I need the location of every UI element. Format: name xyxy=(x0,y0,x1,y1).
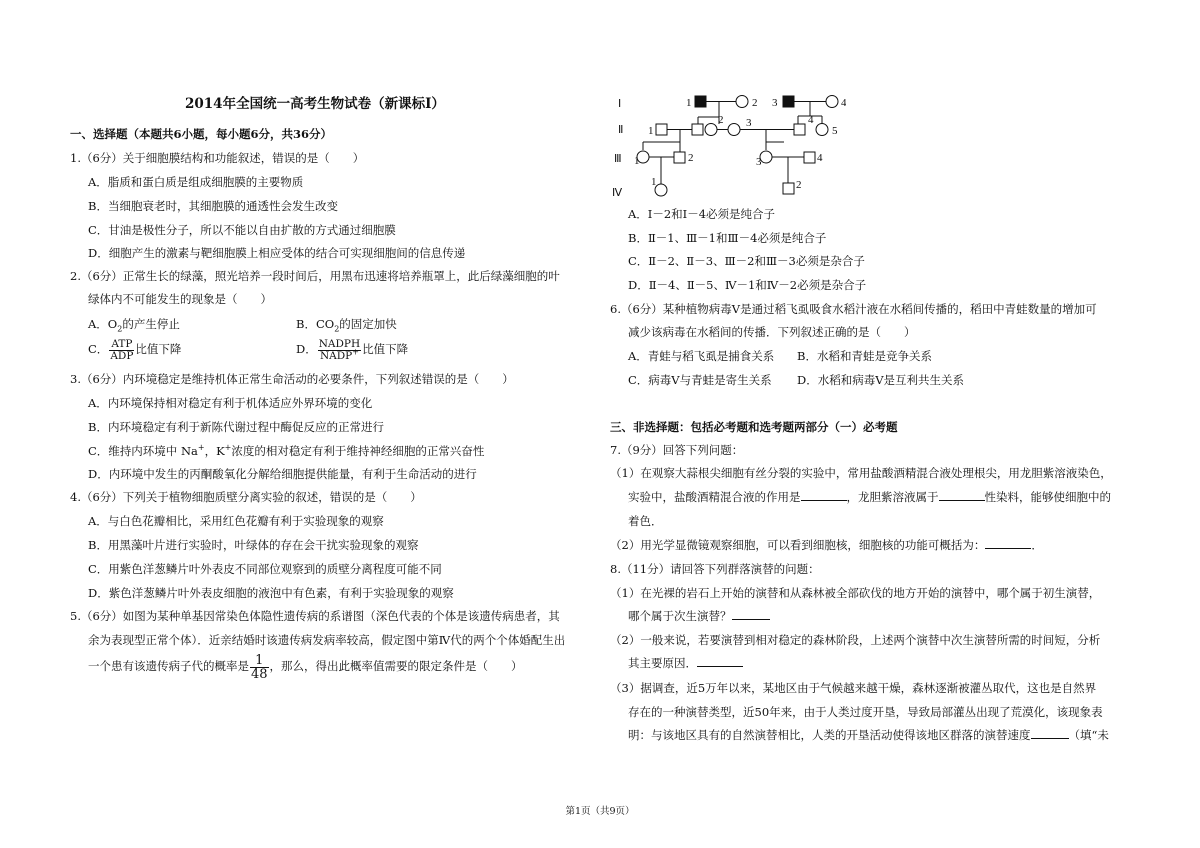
question-4-option-b: B．用黑藻叶片进行实验时，叶绿体的存在会干扰实验现象的观察 xyxy=(88,538,419,552)
question-7-part2: （2）用光学显微镜观察细胞，可以看到细胞核，细胞核的功能可概括为： ． xyxy=(610,538,1043,552)
question-8-part3-line1: （3）据调查，近5万年以来，某地区由于气候越来越干燥，森林逐渐被灌丛取代，这也是自然界 xyxy=(610,681,1097,695)
pedigree-female-I4 xyxy=(826,96,838,108)
section-heading-choice: 一、选择题（本题共6小题，每小题6分，共36分） xyxy=(70,127,333,141)
question-3-stem: 3.（6分）内环境稳定是维持机体正常生命活动的必要条件，下列叙述错误的是（ ） xyxy=(70,372,514,386)
answer-blank[interactable] xyxy=(1031,728,1069,739)
question-4-option-a: A．与白色花瓣相比，采用红色花瓣有利于实验现象的观察 xyxy=(88,514,384,528)
question-1-stem: 1.（6分）关于细胞膜结构和功能叙述，错误的是（ ） xyxy=(70,151,365,165)
question-1-option-a: A．脂质和蛋白质是组成细胞膜的主要物质 xyxy=(88,175,304,189)
pedigree-male-II1 xyxy=(656,124,667,135)
answer-blank[interactable] xyxy=(801,490,847,501)
question-5-option-c: C．Ⅱ－2、Ⅱ－3、Ⅲ－2和Ⅲ－3必须是杂合子 xyxy=(628,254,865,268)
pedigree-female-II2 xyxy=(705,124,717,136)
question-8-part3-line3: 明：与该地区具有的自然演替相比，人类的开垦活动使得该地区群落的演替速度 （填“未 xyxy=(628,728,1109,742)
question-8-part1-line2: 哪个属于次生演替？ xyxy=(628,608,770,624)
probability-fraction: $\frac{1}{48}$ xyxy=(251,652,268,682)
question-5-option-d: D．Ⅱ－4、Ⅱ－5、Ⅳ－1和Ⅳ－2必须是杂合子 xyxy=(628,278,867,292)
question-5-stem-line1: 5.（6分）如图为某种单基因常染色体隐性遗传病的系谱图（深色代表的个体是该遗传病患者，其 xyxy=(70,609,560,623)
pedigree-male-II4 xyxy=(794,124,805,135)
question-6-stem-line2: 减少该病毒在水稻间的传播．下列叙述正确的是（ ） xyxy=(628,325,916,339)
question-7-part1-line3: 着色． xyxy=(628,514,663,528)
pedigree-id-II3: 3 xyxy=(746,117,752,129)
question-8-stem: 8.（11分）请回答下列群落演替的问题： xyxy=(610,562,820,576)
pedigree-female-IV1 xyxy=(655,184,667,196)
gen-label-2: Ⅱ xyxy=(618,124,624,136)
pedigree-id-III2: 2 xyxy=(688,152,694,164)
question-1-option-d: D．细胞产生的激素与靶细胞膜上相应受体的结合可实现细胞间的信息传递 xyxy=(88,246,466,260)
question-1-option-c: C．甘油是极性分子，所以不能以自由扩散的方式通过细胞膜 xyxy=(88,223,396,237)
question-7-part1-line1: （1）在观察大蒜根尖细胞有丝分裂的实验中，常用盐酸酒精混合液处理根尖，用龙胆紫溶液染色， xyxy=(610,466,1112,480)
pedigree-id-II4: 4 xyxy=(808,114,814,126)
page-footer: 第1页（共9页） xyxy=(565,806,635,817)
question-2-stem-line1: 2.（6分）正常生长的绿藻，照光培养一段时间后，用黑布迅速将培养瓶罩上，此后绿藻细胞的叶 xyxy=(70,269,560,283)
nadph-nadp-fraction: $\frac{\text{NADPH}}{NADP^+}$ xyxy=(318,337,361,362)
question-2-option-c: C． $\frac{\text{ATP}}{\text{ADP}}$ 比值下降 xyxy=(88,337,182,362)
pedigree-affected-male-I1 xyxy=(695,96,706,107)
answer-blank[interactable] xyxy=(732,609,770,620)
atp-adp-fraction: $\frac{\text{ATP}}{\text{ADP}}$ xyxy=(110,337,134,362)
question-4-stem: 4.（6分）下列关于植物细胞质壁分离实验的叙述，错误的是（ ） xyxy=(70,490,422,504)
pedigree-diagram xyxy=(606,86,846,200)
pedigree-id-I4: 4 xyxy=(841,97,846,109)
question-1-option-b: B．当细胞衰老时，其细胞膜的通透性会发生改变 xyxy=(88,199,338,213)
pedigree-male-III4 xyxy=(804,152,815,163)
question-8-part2-line1: （2）一般来说，若要演替到相对稳定的森林阶段，上述两个演替中次生演替所需的时间短，分析 xyxy=(610,633,1101,647)
gen-label-3: Ⅲ xyxy=(614,153,622,165)
answer-blank[interactable] xyxy=(939,490,985,501)
gen-label-1: Ⅰ xyxy=(618,98,622,110)
pedigree-affected-male-I3 xyxy=(783,96,794,107)
pedigree-id-III3: 3 xyxy=(756,156,762,168)
pedigree-female-III3 xyxy=(760,151,772,163)
pedigree-id-IV2: 2 xyxy=(796,179,802,191)
pedigree-female-II5 xyxy=(816,124,828,136)
answer-blank[interactable] xyxy=(985,538,1031,549)
section-heading-nonchoice: 三、非选择题：包括必考题和选考题两部分（一）必考题 xyxy=(610,420,898,434)
question-6-option-c: C．病毒V与青蛙是寄生关系 xyxy=(628,373,772,387)
question-6-stem-line1: 6.（6分）某种植物病毒V是通过稻飞虱吸食水稻汁液在水稻间传播的，稻田中青蛙数量的增加可 xyxy=(610,302,1097,316)
gen-label-4: Ⅳ xyxy=(612,187,623,199)
question-3-option-c: C．维持内环境中 Na+，K+浓度的相对稳定有利于维持神经细胞的正常兴奋性 xyxy=(88,443,485,458)
question-3-option-a: A．内环境保持相对稳定有利于机体适应外界环境的变化 xyxy=(88,396,373,410)
pedigree-id-II1: 1 xyxy=(648,125,654,137)
question-2-option-a: A．$O_2$的产生停止 xyxy=(88,317,180,334)
pedigree-female-II3 xyxy=(728,124,740,136)
question-5-stem-line2: 余为表现型正常个体）．近亲结婚时该遗传病发病率较高，假定图中第Ⅳ代的两个个体婚配生出 xyxy=(88,633,566,647)
question-5-option-a: A．Ⅰ－2和Ⅰ－4必须是纯合子 xyxy=(628,207,776,221)
question-5-stem-line3: 一个患有该遗传病子代的概率是 $\frac{1}{48}$ ，那么，得出此概率值需要的限定条件是（ ） xyxy=(88,652,523,682)
question-6-option-b: B．水稻和青蛙是竞争关系 xyxy=(797,349,932,363)
question-2-option-d: D． $\frac{\text{NADPH}}{NADP^+}$ 比值下降 xyxy=(296,337,409,362)
answer-blank[interactable] xyxy=(697,656,743,667)
question-8-part1-line1: （1）在光裸的岩石上开始的演替和从森林被全部砍伐的地方开始的演替中，哪个属于初生演替， xyxy=(610,586,1101,600)
question-2-stem-line2: 绿体内不可能发生的现象是（ ） xyxy=(88,292,272,306)
pedigree-female-I2 xyxy=(736,96,748,108)
question-8-part3-line2: 存在的一种演替类型，近50年来，由于人类过度开垦，导致局部灌丛出现了荒漠化，该现象表 xyxy=(628,705,1103,719)
pedigree-male-II-sib xyxy=(692,124,703,135)
question-2-option-b: B．$CO_2$的固定加快 xyxy=(296,317,397,334)
question-8-part2-line2: 其主要原因． xyxy=(628,655,743,671)
pedigree-id-III1: 1 xyxy=(634,155,640,167)
pedigree-male-IV2 xyxy=(783,183,794,194)
pedigree-id-I3: 3 xyxy=(772,97,778,109)
question-6-option-d: D．水稻和病毒V是互利共生关系 xyxy=(797,373,965,387)
pedigree-id-II5: 5 xyxy=(832,125,838,137)
pedigree-id-III4: 4 xyxy=(817,152,823,164)
question-5-option-b: B．Ⅱ－1、Ⅲ－1和Ⅲ－4必须是纯合子 xyxy=(628,231,827,245)
question-3-option-b: B．内环境稳定有利于新陈代谢过程中酶促反应的正常进行 xyxy=(88,420,384,434)
pedigree-id-II2: 2 xyxy=(718,114,724,126)
page-title: 2014年全国统一高考生物试卷（新课标Ⅰ） xyxy=(185,96,445,112)
question-3-option-d: D．内环境中发生的丙酮酸氧化分解给细胞提供能量，有利于生命活动的进行 xyxy=(88,467,477,481)
pedigree-id-I1: 1 xyxy=(686,97,692,109)
question-7-part1-line2: 实验中，盐酸酒精混合液的作用是 ，龙胆紫溶液属于 性染料，能够使细胞中的 xyxy=(628,490,1111,504)
pedigree-id-IV1: 1 xyxy=(651,176,657,188)
question-7-stem: 7.（9分）回答下列问题： xyxy=(610,443,744,457)
question-4-option-c: C．用紫色洋葱鳞片叶外表皮不同部位观察到的质壁分离程度可能不同 xyxy=(88,562,442,576)
pedigree-id-I2: 2 xyxy=(752,97,758,109)
question-6-option-a: A．青蛙与稻飞虱是捕食关系 xyxy=(628,349,775,363)
pedigree-male-III2 xyxy=(674,152,685,163)
question-4-option-d: D．紫色洋葱鳞片叶外表皮细胞的液泡中有色素，有利于实验现象的观察 xyxy=(88,586,454,600)
